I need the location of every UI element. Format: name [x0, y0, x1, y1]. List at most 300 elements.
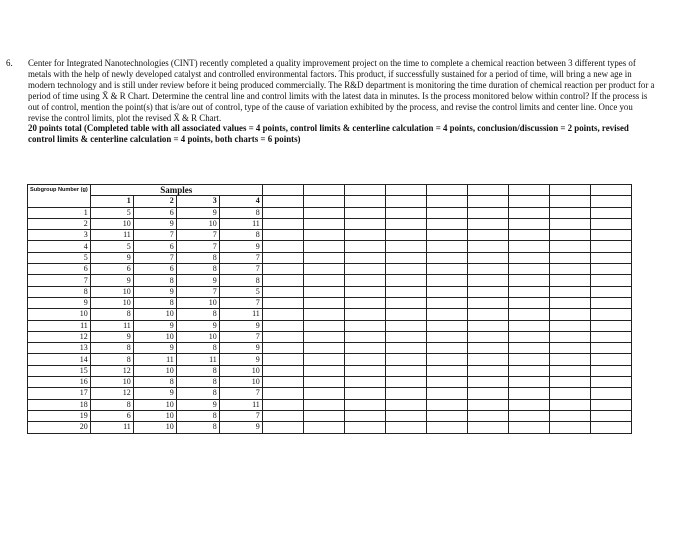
table-body — [28, 207, 632, 433]
sample-value-cell: 12 — [90, 388, 133, 399]
sample-value-cell: 5 — [219, 286, 262, 297]
sample-value-cell: 11 — [90, 422, 133, 433]
empty-cell — [303, 354, 344, 365]
empty-cell — [590, 297, 631, 308]
empty-cell — [549, 343, 590, 354]
empty-cell — [467, 331, 508, 342]
empty-cell — [426, 309, 467, 320]
empty-cell — [303, 218, 344, 229]
sample-value-cell: 6 — [90, 410, 133, 421]
empty-cell — [426, 275, 467, 286]
empty-cell — [344, 388, 385, 399]
empty-cell — [426, 207, 467, 218]
sample-value-cell: 9 — [90, 331, 133, 342]
empty-cell — [385, 354, 426, 365]
sample-value-cell: 10 — [90, 377, 133, 388]
table-row — [28, 399, 632, 410]
empty-cell — [549, 264, 590, 275]
empty-cell — [385, 207, 426, 218]
sample-value-cell: 10 — [219, 377, 262, 388]
empty-cell — [262, 410, 303, 421]
sample-value-cell: 7 — [176, 241, 219, 252]
table-row — [28, 388, 632, 399]
sample-value-cell: 10 — [133, 410, 176, 421]
empty-cell — [549, 388, 590, 399]
points-breakdown: 20 points total (Completed table with all associated values = 4 points, control limits & centerline calculation = 4 points, conclusion/discussion = 2 points, revised control limits & centerline calculation = 4 points, both charts = 6 points) — [28, 123, 629, 145]
empty-cell — [508, 275, 549, 286]
empty-cell — [549, 275, 590, 286]
empty-cell — [467, 399, 508, 410]
empty-cell — [467, 422, 508, 433]
sample-value-cell: 8 — [219, 275, 262, 286]
empty-cell — [344, 297, 385, 308]
empty-cell — [303, 230, 344, 241]
empty-cell — [467, 230, 508, 241]
empty-cell — [549, 365, 590, 376]
empty-cell — [426, 241, 467, 252]
table-row — [28, 241, 632, 252]
empty-cell — [426, 264, 467, 275]
empty-cell — [467, 410, 508, 421]
problem-statement — [6, 58, 656, 145]
sample-value-cell: 5 — [90, 207, 133, 218]
empty-cell — [426, 377, 467, 388]
sample-value-cell: 10 — [90, 297, 133, 308]
sample-value-cell: 7 — [219, 388, 262, 399]
subgroup-number-cell: 3 — [28, 230, 91, 241]
empty-cell — [508, 410, 549, 421]
empty-cell — [590, 422, 631, 433]
empty-cell — [467, 343, 508, 354]
empty-cell — [303, 331, 344, 342]
empty-cell — [426, 252, 467, 263]
subgroup-number-cell: 10 — [28, 309, 91, 320]
empty-cell — [344, 207, 385, 218]
sample-value-cell: 9 — [176, 399, 219, 410]
empty-cell — [549, 286, 590, 297]
problem-text: Center for Integrated Nanotechnologies (CINT) recently completed a quality improvement project on the time to complete a chemical reaction between 3 different types of metals with the help of newly developed catalyst and controlled environmental factors. This product, if successfully sustained for a period of time, will bring a new age in modern technology and is still under review before it being produced commercially. The R&D department is monitoring the time duration of chemical reaction per product for a period of time using X̄ & R Chart. Determine the central line and control limits with the latest data in minutes. Is the process monitored below within control? If the process is out of control, mention the point(s) that is/are out of control, type of the cause of variation exhibited by the process, and revise the control limits and center line. Once you revise the control limits, plot the revised X̄ & R Chart. — [28, 58, 655, 123]
empty-cell — [467, 207, 508, 218]
subgroup-number-cell: 11 — [28, 320, 91, 331]
subgroup-number-cell: 19 — [28, 410, 91, 421]
empty-cell — [344, 309, 385, 320]
empty-cell — [385, 264, 426, 275]
table-row — [28, 230, 632, 241]
sample-value-cell: 10 — [176, 331, 219, 342]
empty-cell — [508, 230, 549, 241]
empty-header-cell — [590, 196, 631, 207]
empty-cell — [385, 218, 426, 229]
empty-cell — [303, 309, 344, 320]
sample-value-cell: 6 — [90, 264, 133, 275]
empty-cell — [508, 320, 549, 331]
empty-cell — [549, 252, 590, 263]
empty-cell — [262, 275, 303, 286]
empty-cell — [467, 264, 508, 275]
subgroup-number-cell: 6 — [28, 264, 91, 275]
empty-cell — [262, 365, 303, 376]
empty-cell — [508, 388, 549, 399]
empty-cell — [426, 297, 467, 308]
sample-value-cell: 11 — [219, 399, 262, 410]
sample-value-cell: 8 — [176, 410, 219, 421]
empty-header-cell — [262, 185, 303, 196]
sample-value-cell: 9 — [176, 320, 219, 331]
empty-cell — [549, 331, 590, 342]
subgroup-number-cell: 15 — [28, 365, 91, 376]
empty-cell — [344, 422, 385, 433]
sample-value-cell: 6 — [133, 264, 176, 275]
empty-header-cell — [344, 196, 385, 207]
empty-cell — [508, 207, 549, 218]
empty-cell — [344, 264, 385, 275]
empty-cell — [262, 320, 303, 331]
sample-value-cell: 7 — [219, 252, 262, 263]
empty-cell — [303, 377, 344, 388]
empty-cell — [590, 286, 631, 297]
sample-value-cell: 11 — [176, 354, 219, 365]
empty-cell — [385, 343, 426, 354]
subgroup-number-cell: 17 — [28, 388, 91, 399]
empty-cell — [426, 354, 467, 365]
empty-cell — [549, 354, 590, 365]
empty-cell — [344, 399, 385, 410]
empty-cell — [303, 286, 344, 297]
sample-value-cell: 8 — [90, 309, 133, 320]
empty-cell — [549, 309, 590, 320]
empty-cell — [262, 354, 303, 365]
sample-value-cell: 8 — [133, 275, 176, 286]
empty-cell — [590, 264, 631, 275]
empty-cell — [508, 365, 549, 376]
empty-cell — [590, 399, 631, 410]
empty-cell — [426, 218, 467, 229]
sample-value-cell: 7 — [133, 230, 176, 241]
data-table — [27, 184, 632, 434]
sample-value-cell: 8 — [176, 422, 219, 433]
empty-cell — [590, 207, 631, 218]
sample-value-cell: 9 — [133, 218, 176, 229]
subgroup-header: Subgroup Number (g) — [28, 185, 91, 208]
empty-cell — [508, 309, 549, 320]
sample-value-cell: 9 — [176, 275, 219, 286]
subgroup-number-cell: 4 — [28, 241, 91, 252]
empty-header-cell — [467, 196, 508, 207]
sample-value-cell: 10 — [133, 309, 176, 320]
empty-cell — [385, 275, 426, 286]
empty-header-cell — [549, 185, 590, 196]
table-row — [28, 377, 632, 388]
empty-cell — [549, 320, 590, 331]
empty-cell — [467, 252, 508, 263]
empty-header-cell — [508, 196, 549, 207]
empty-cell — [385, 365, 426, 376]
empty-header-cell — [385, 185, 426, 196]
empty-header-cell — [303, 196, 344, 207]
empty-cell — [303, 388, 344, 399]
empty-cell — [549, 297, 590, 308]
table-row — [28, 275, 632, 286]
empty-cell — [426, 286, 467, 297]
table-row — [28, 309, 632, 320]
empty-cell — [303, 297, 344, 308]
empty-cell — [385, 331, 426, 342]
empty-cell — [385, 230, 426, 241]
sample-number-header: 2 — [133, 196, 176, 207]
subgroup-number-cell: 16 — [28, 377, 91, 388]
empty-cell — [590, 218, 631, 229]
empty-cell — [590, 241, 631, 252]
sample-number-header: 4 — [219, 196, 262, 207]
empty-cell — [508, 399, 549, 410]
sample-value-cell: 10 — [133, 399, 176, 410]
empty-cell — [344, 218, 385, 229]
sample-value-cell: 8 — [176, 252, 219, 263]
empty-cell — [426, 422, 467, 433]
empty-header-cell — [385, 196, 426, 207]
empty-cell — [303, 422, 344, 433]
empty-cell — [262, 422, 303, 433]
empty-cell — [549, 230, 590, 241]
empty-cell — [262, 388, 303, 399]
empty-cell — [344, 410, 385, 421]
empty-cell — [385, 410, 426, 421]
empty-header-cell — [508, 185, 549, 196]
empty-cell — [303, 320, 344, 331]
empty-header-cell — [549, 196, 590, 207]
empty-cell — [303, 207, 344, 218]
problem-number: 6. — [6, 58, 13, 68]
subgroup-number-cell: 8 — [28, 286, 91, 297]
empty-cell — [508, 354, 549, 365]
empty-cell — [590, 365, 631, 376]
empty-cell — [426, 399, 467, 410]
empty-cell — [508, 241, 549, 252]
empty-header-cell — [590, 185, 631, 196]
empty-cell — [467, 354, 508, 365]
table-row — [28, 343, 632, 354]
table-row — [28, 320, 632, 331]
empty-cell — [262, 241, 303, 252]
sample-value-cell: 8 — [176, 377, 219, 388]
subgroup-number-cell: 2 — [28, 218, 91, 229]
subgroup-number-cell: 20 — [28, 422, 91, 433]
subgroup-number-cell: 14 — [28, 354, 91, 365]
empty-cell — [467, 297, 508, 308]
empty-cell — [344, 275, 385, 286]
sample-value-cell: 9 — [90, 252, 133, 263]
empty-header-cell — [344, 185, 385, 196]
empty-cell — [467, 377, 508, 388]
empty-cell — [344, 252, 385, 263]
empty-header-cell — [426, 196, 467, 207]
empty-cell — [426, 388, 467, 399]
empty-cell — [344, 365, 385, 376]
empty-cell — [426, 343, 467, 354]
sample-value-cell: 8 — [133, 297, 176, 308]
empty-cell — [262, 377, 303, 388]
sample-value-cell: 9 — [133, 320, 176, 331]
sample-value-cell: 8 — [176, 388, 219, 399]
empty-cell — [344, 331, 385, 342]
empty-cell — [508, 422, 549, 433]
sample-value-cell: 7 — [219, 410, 262, 421]
empty-cell — [385, 422, 426, 433]
empty-cell — [426, 410, 467, 421]
table-row — [28, 331, 632, 342]
sample-value-cell: 7 — [176, 230, 219, 241]
empty-cell — [467, 218, 508, 229]
empty-cell — [385, 252, 426, 263]
table-row — [28, 286, 632, 297]
sample-value-cell: 8 — [90, 354, 133, 365]
sample-value-cell: 9 — [90, 275, 133, 286]
empty-cell — [262, 309, 303, 320]
empty-cell — [344, 343, 385, 354]
empty-cell — [303, 410, 344, 421]
subgroup-number-cell: 1 — [28, 207, 91, 218]
empty-cell — [303, 275, 344, 286]
sample-value-cell: 7 — [219, 264, 262, 275]
table-row — [28, 252, 632, 263]
empty-cell — [303, 399, 344, 410]
sample-value-cell: 11 — [219, 218, 262, 229]
sample-value-cell: 11 — [90, 230, 133, 241]
sample-value-cell: 11 — [133, 354, 176, 365]
subgroup-number-cell: 9 — [28, 297, 91, 308]
sample-value-cell: 8 — [176, 309, 219, 320]
empty-cell — [426, 365, 467, 376]
empty-cell — [590, 309, 631, 320]
sample-value-cell: 10 — [90, 218, 133, 229]
table-row — [28, 218, 632, 229]
sample-value-cell: 5 — [90, 241, 133, 252]
empty-cell — [590, 275, 631, 286]
table-row — [28, 207, 632, 218]
empty-cell — [303, 365, 344, 376]
empty-cell — [508, 218, 549, 229]
empty-cell — [262, 252, 303, 263]
empty-cell — [344, 241, 385, 252]
empty-cell — [262, 399, 303, 410]
empty-cell — [385, 297, 426, 308]
empty-header-cell — [467, 185, 508, 196]
sample-value-cell: 7 — [133, 252, 176, 263]
sample-value-cell: 9 — [219, 422, 262, 433]
empty-cell — [590, 252, 631, 263]
empty-cell — [426, 230, 467, 241]
sample-value-cell: 10 — [219, 365, 262, 376]
header-row-sample-numbers — [28, 196, 632, 207]
table-row — [28, 365, 632, 376]
empty-cell — [467, 275, 508, 286]
sample-value-cell: 11 — [90, 320, 133, 331]
sample-value-cell: 8 — [133, 377, 176, 388]
table-row — [28, 422, 632, 433]
empty-cell — [262, 297, 303, 308]
empty-cell — [262, 218, 303, 229]
sample-value-cell: 9 — [219, 241, 262, 252]
empty-cell — [549, 207, 590, 218]
empty-cell — [549, 399, 590, 410]
empty-cell — [590, 354, 631, 365]
empty-cell — [262, 343, 303, 354]
empty-cell — [385, 309, 426, 320]
empty-cell — [549, 422, 590, 433]
empty-cell — [590, 388, 631, 399]
empty-cell — [344, 230, 385, 241]
empty-cell — [426, 320, 467, 331]
sample-number-header: 1 — [90, 196, 133, 207]
empty-cell — [549, 377, 590, 388]
empty-cell — [303, 264, 344, 275]
empty-cell — [508, 343, 549, 354]
subgroup-number-cell: 7 — [28, 275, 91, 286]
sample-value-cell: 11 — [219, 309, 262, 320]
sample-value-cell: 8 — [176, 365, 219, 376]
sample-value-cell: 10 — [176, 297, 219, 308]
subgroup-number-cell: 13 — [28, 343, 91, 354]
sample-value-cell: 9 — [219, 320, 262, 331]
subgroup-number-cell: 5 — [28, 252, 91, 263]
sample-value-cell: 9 — [133, 343, 176, 354]
sample-value-cell: 6 — [133, 207, 176, 218]
empty-cell — [344, 377, 385, 388]
empty-cell — [467, 309, 508, 320]
sample-value-cell: 10 — [176, 218, 219, 229]
empty-cell — [467, 365, 508, 376]
sample-value-cell: 8 — [219, 207, 262, 218]
empty-cell — [467, 388, 508, 399]
sample-value-cell: 8 — [90, 399, 133, 410]
table-row — [28, 264, 632, 275]
empty-cell — [590, 320, 631, 331]
table-row — [28, 410, 632, 421]
table-row — [28, 354, 632, 365]
empty-cell — [262, 207, 303, 218]
empty-cell — [508, 264, 549, 275]
empty-cell — [467, 320, 508, 331]
sample-value-cell: 7 — [219, 331, 262, 342]
empty-cell — [467, 286, 508, 297]
sample-value-cell: 7 — [176, 286, 219, 297]
sample-value-cell: 8 — [176, 343, 219, 354]
empty-cell — [426, 331, 467, 342]
sample-value-cell: 8 — [219, 230, 262, 241]
sample-value-cell: 9 — [133, 388, 176, 399]
sample-value-cell: 9 — [176, 207, 219, 218]
sample-value-cell: 9 — [219, 354, 262, 365]
empty-cell — [549, 410, 590, 421]
empty-cell — [590, 343, 631, 354]
samples-header: Samples — [90, 185, 262, 196]
empty-cell — [590, 331, 631, 342]
empty-cell — [590, 377, 631, 388]
header-row-samples — [28, 185, 632, 196]
sample-value-cell: 10 — [90, 286, 133, 297]
subgroup-number-cell: 12 — [28, 331, 91, 342]
sample-value-cell: 7 — [219, 297, 262, 308]
empty-cell — [303, 252, 344, 263]
empty-cell — [344, 354, 385, 365]
empty-cell — [262, 230, 303, 241]
empty-header-cell — [426, 185, 467, 196]
sample-value-cell: 10 — [133, 365, 176, 376]
empty-header-cell — [303, 185, 344, 196]
table-row — [28, 297, 632, 308]
sample-value-cell: 8 — [90, 343, 133, 354]
sample-number-header: 3 — [176, 196, 219, 207]
